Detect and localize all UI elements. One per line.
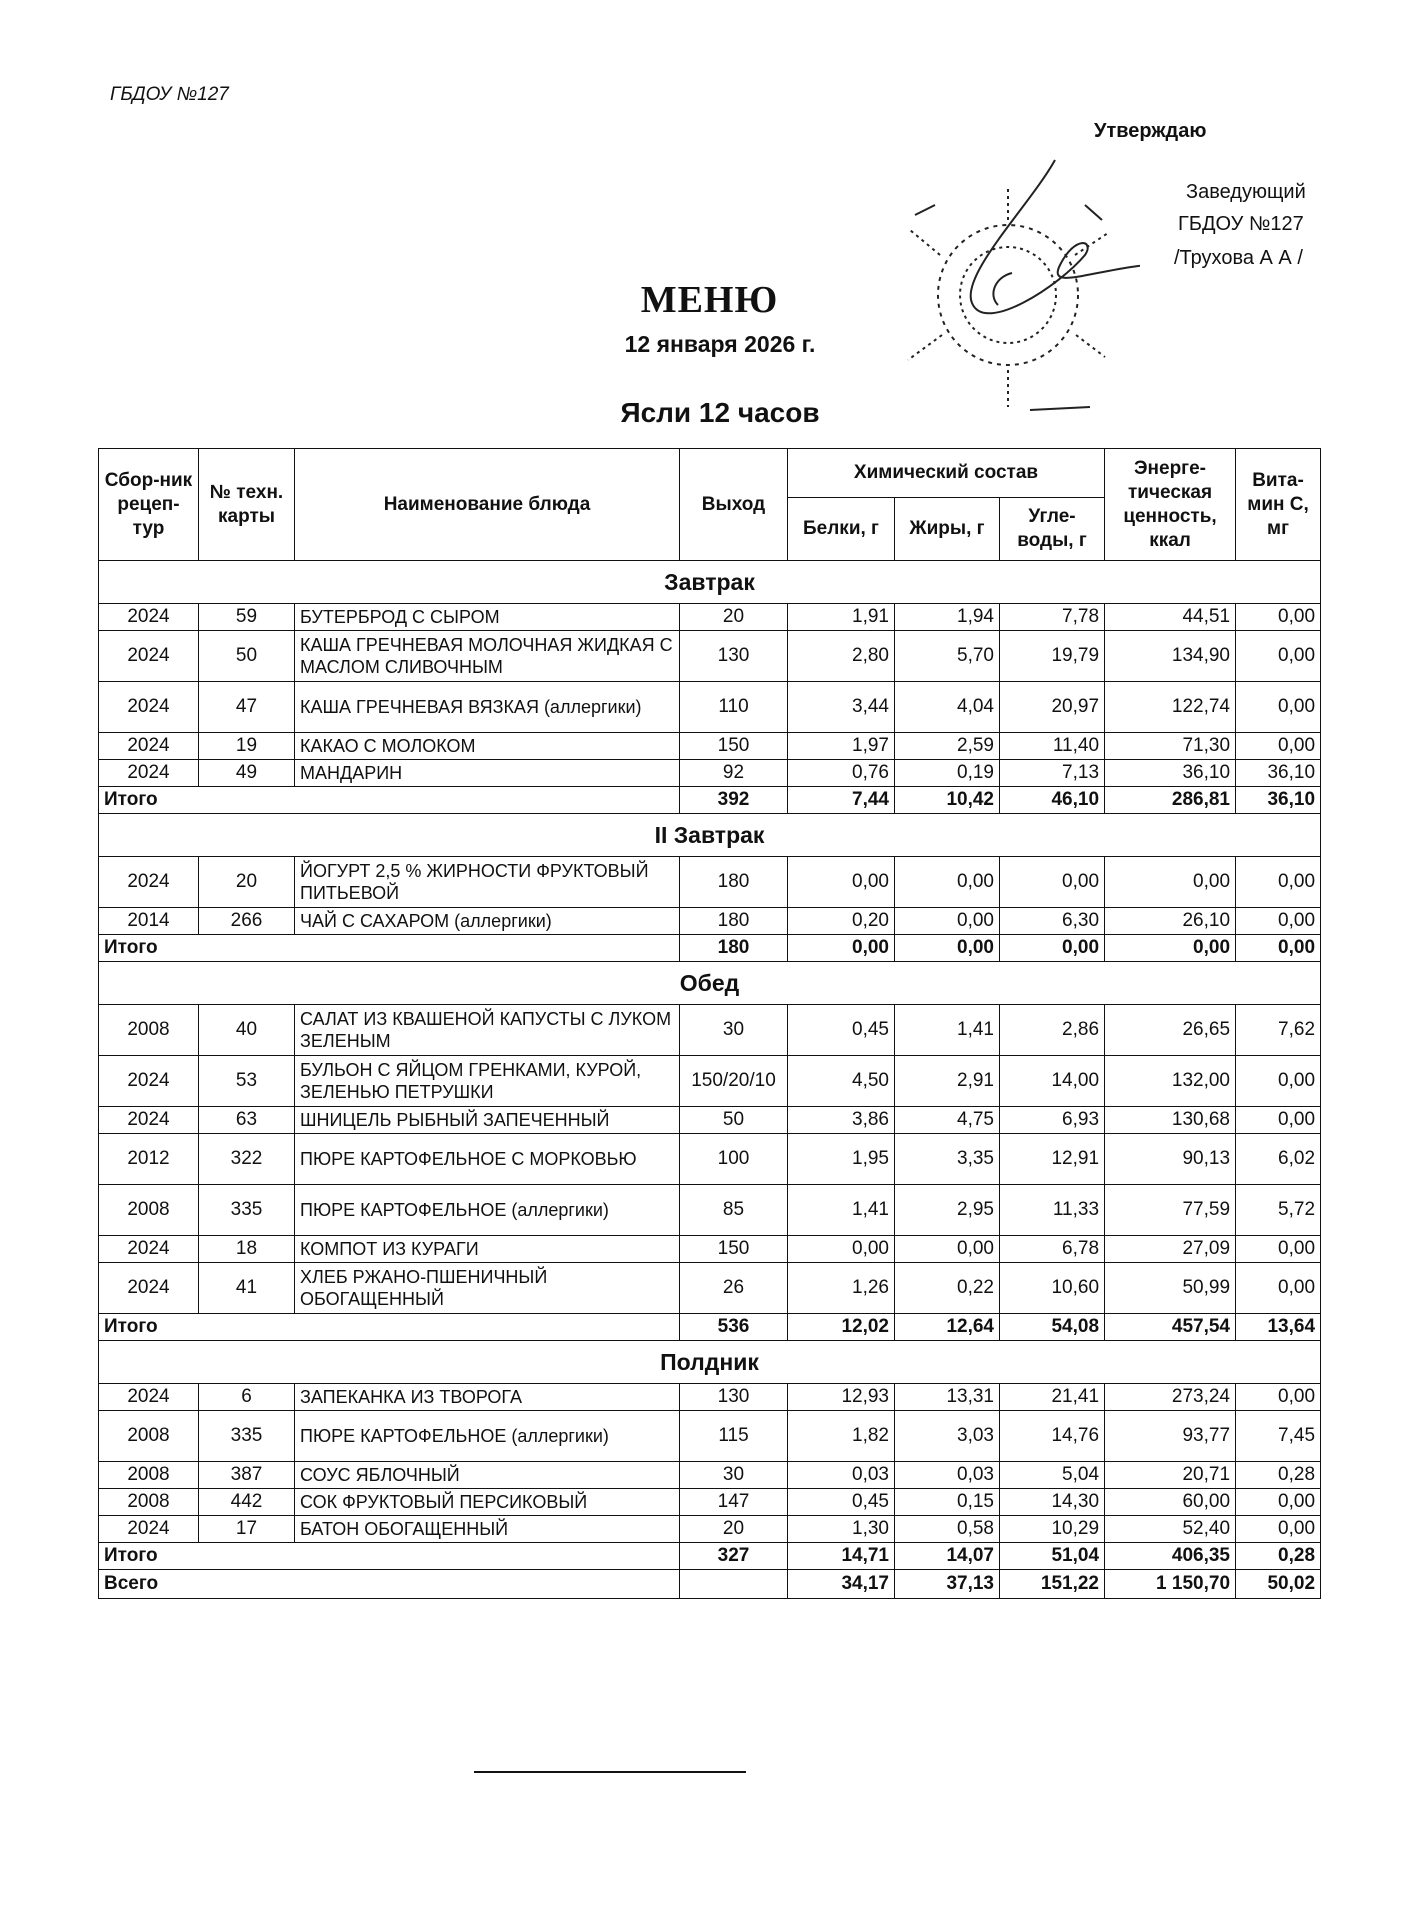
cell-yield: 180 — [680, 908, 788, 935]
cell-yield: 30 — [680, 1005, 788, 1056]
cell-energy: 50,99 — [1105, 1263, 1236, 1314]
cell-carbs: 20,97 — [1000, 682, 1105, 733]
cell-yield: 50 — [680, 1107, 788, 1134]
cell-energy: 52,40 — [1105, 1516, 1236, 1543]
cell-carbs: 14,00 — [1000, 1056, 1105, 1107]
table-row — [99, 857, 1321, 908]
col-collection: Сбор-ник рецеп-тур — [99, 449, 199, 561]
section-title: Полдник — [99, 1341, 1321, 1384]
cell-collection: 2014 — [99, 908, 199, 935]
cell-yield: 180 — [680, 857, 788, 908]
cell-dish-name: САЛАТ ИЗ КВАШЕНОЙ КАПУСТЫ С ЛУКОМ ЗЕЛЕНЫМ — [295, 1005, 680, 1056]
total-row — [99, 935, 1321, 962]
total-cell-fat: 0,00 — [895, 935, 1000, 962]
col-fat: Жиры, г — [895, 498, 1000, 561]
cell-protein: 1,30 — [788, 1516, 895, 1543]
total-cell-energy: 457,54 — [1105, 1314, 1236, 1341]
table-row — [99, 1263, 1321, 1314]
cell-fat: 3,35 — [895, 1134, 1000, 1185]
cell-card: 335 — [199, 1185, 295, 1236]
table-row — [99, 733, 1321, 760]
cell-dish-name: КАША ГРЕЧНЕВАЯ ВЯЗКАЯ (аллергики) — [295, 682, 680, 733]
col-carbs: Угле-воды, г — [1000, 498, 1105, 561]
cell-vitamin: 0,00 — [1236, 1516, 1321, 1543]
cell-dish-name: ПЮРЕ КАРТОФЕЛЬНОЕ (аллергики) — [295, 1411, 680, 1462]
cell-collection: 2008 — [99, 1005, 199, 1056]
cell-yield: 92 — [680, 760, 788, 787]
cell-energy: 93,77 — [1105, 1411, 1236, 1462]
cell-collection: 2008 — [99, 1411, 199, 1462]
cell-collection: 2024 — [99, 733, 199, 760]
section-title: Обед — [99, 962, 1321, 1005]
cell-protein: 0,45 — [788, 1489, 895, 1516]
cell-carbs: 11,40 — [1000, 733, 1105, 760]
cell-dish-name: ЗАПЕКАНКА ИЗ ТВОРОГА — [295, 1384, 680, 1411]
cell-vitamin: 0,00 — [1236, 1489, 1321, 1516]
cell-yield: 150 — [680, 1236, 788, 1263]
cell-protein: 1,41 — [788, 1185, 895, 1236]
cell-collection: 2024 — [99, 682, 199, 733]
cell-collection: 2008 — [99, 1185, 199, 1236]
cell-protein: 0,45 — [788, 1005, 895, 1056]
cell-protein: 3,44 — [788, 682, 895, 733]
col-vitamin: Вита-мин С, мг — [1236, 449, 1321, 561]
total-label: Итого — [99, 1543, 680, 1570]
cell-protein: 0,76 — [788, 760, 895, 787]
cell-fat: 0,15 — [895, 1489, 1000, 1516]
cell-fat: 0,00 — [895, 1236, 1000, 1263]
table-row — [99, 1185, 1321, 1236]
cell-energy: 60,00 — [1105, 1489, 1236, 1516]
cell-vitamin: 0,00 — [1236, 631, 1321, 682]
cell-carbs: 6,30 — [1000, 908, 1105, 935]
total-row — [99, 1543, 1321, 1570]
cell-collection: 2024 — [99, 1516, 199, 1543]
cell-protein: 1,91 — [788, 604, 895, 631]
cell-energy: 26,10 — [1105, 908, 1236, 935]
cell-carbs: 19,79 — [1000, 631, 1105, 682]
cell-dish-name: СОК ФРУКТОВЫЙ ПЕРСИКОВЫЙ — [295, 1489, 680, 1516]
cell-dish-name: ХЛЕБ РЖАНО-ПШЕНИЧНЫЙ ОБОГАЩЕННЫЙ — [295, 1263, 680, 1314]
grand-cell-fat: 37,13 — [895, 1570, 1000, 1599]
cell-fat: 2,59 — [895, 733, 1000, 760]
cell-protein: 0,00 — [788, 1236, 895, 1263]
cell-yield: 20 — [680, 604, 788, 631]
total-cell-yield: 536 — [680, 1314, 788, 1341]
table-row — [99, 1516, 1321, 1543]
cell-card: 53 — [199, 1056, 295, 1107]
cell-yield: 130 — [680, 631, 788, 682]
cell-collection: 2008 — [99, 1462, 199, 1489]
cell-collection: 2024 — [99, 1107, 199, 1134]
cell-dish-name: КАКАО С МОЛОКОМ — [295, 733, 680, 760]
cell-card: 20 — [199, 857, 295, 908]
cell-card: 59 — [199, 604, 295, 631]
cell-fat: 0,03 — [895, 1462, 1000, 1489]
cell-protein: 1,97 — [788, 733, 895, 760]
cell-carbs: 7,13 — [1000, 760, 1105, 787]
cell-energy: 0,00 — [1105, 857, 1236, 908]
cell-yield: 100 — [680, 1134, 788, 1185]
cell-vitamin: 0,00 — [1236, 857, 1321, 908]
cell-carbs: 5,04 — [1000, 1462, 1105, 1489]
cell-carbs: 11,33 — [1000, 1185, 1105, 1236]
cell-collection: 2024 — [99, 1263, 199, 1314]
total-cell-yield: 327 — [680, 1543, 788, 1570]
page-title: МЕНЮ — [640, 279, 779, 321]
grand-cell-carbs: 151,22 — [1000, 1570, 1105, 1599]
cell-vitamin: 0,00 — [1236, 733, 1321, 760]
cell-dish-name: ЧАЙ С САХАРОМ (аллергики) — [295, 908, 680, 935]
cell-collection: 2012 — [99, 1134, 199, 1185]
cell-card: 266 — [199, 908, 295, 935]
col-name: Наименование блюда — [295, 449, 680, 561]
cell-fat: 0,22 — [895, 1263, 1000, 1314]
cell-vitamin: 6,02 — [1236, 1134, 1321, 1185]
cell-fat: 3,03 — [895, 1411, 1000, 1462]
cell-yield: 110 — [680, 682, 788, 733]
total-cell-carbs: 54,08 — [1000, 1314, 1105, 1341]
total-cell-energy: 286,81 — [1105, 787, 1236, 814]
total-label: Итого — [99, 935, 680, 962]
section-header — [99, 1341, 1321, 1384]
cell-collection: 2024 — [99, 1384, 199, 1411]
total-cell-protein: 12,02 — [788, 1314, 895, 1341]
cell-collection: 2024 — [99, 857, 199, 908]
approval-label: Утверждаю — [1094, 120, 1207, 142]
table-row — [99, 1005, 1321, 1056]
cell-energy: 20,71 — [1105, 1462, 1236, 1489]
cell-vitamin: 0,00 — [1236, 682, 1321, 733]
cell-fat: 4,75 — [895, 1107, 1000, 1134]
cell-energy: 122,74 — [1105, 682, 1236, 733]
cell-carbs: 14,76 — [1000, 1411, 1105, 1462]
section-header — [99, 962, 1321, 1005]
cell-yield: 20 — [680, 1516, 788, 1543]
cell-protein: 1,26 — [788, 1263, 895, 1314]
table-row — [99, 1462, 1321, 1489]
cell-yield: 147 — [680, 1489, 788, 1516]
grand-cell-energy: 1 150,70 — [1105, 1570, 1236, 1599]
table-row — [99, 1107, 1321, 1134]
table-row — [99, 1236, 1321, 1263]
cell-protein: 2,80 — [788, 631, 895, 682]
total-cell-vitamin: 0,28 — [1236, 1543, 1321, 1570]
section-title: Завтрак — [99, 561, 1321, 604]
cell-vitamin: 5,72 — [1236, 1185, 1321, 1236]
cell-vitamin: 0,00 — [1236, 908, 1321, 935]
col-energy: Энерге-тическая ценность, ккал — [1105, 449, 1236, 561]
cell-protein: 0,03 — [788, 1462, 895, 1489]
cell-carbs: 14,30 — [1000, 1489, 1105, 1516]
cell-card: 322 — [199, 1134, 295, 1185]
organization-label: ГБДОУ №127 — [110, 84, 229, 105]
col-yield: Выход — [680, 449, 788, 561]
cell-dish-name: БУЛЬОН С ЯЙЦОМ ГРЕНКАМИ, КУРОЙ, ЗЕЛЕНЬЮ ПЕТРУШКИ — [295, 1056, 680, 1107]
cell-energy: 36,10 — [1105, 760, 1236, 787]
table-row — [99, 1134, 1321, 1185]
cell-fat: 0,19 — [895, 760, 1000, 787]
total-cell-carbs: 51,04 — [1000, 1543, 1105, 1570]
table-row — [99, 682, 1321, 733]
cell-fat: 1,94 — [895, 604, 1000, 631]
cell-vitamin: 0,00 — [1236, 1107, 1321, 1134]
cell-energy: 90,13 — [1105, 1134, 1236, 1185]
bottom-rule — [474, 1771, 746, 1773]
table-row — [99, 760, 1321, 787]
cell-dish-name: ПЮРЕ КАРТОФЕЛЬНОЕ (аллергики) — [295, 1185, 680, 1236]
grand-total-label: Всего — [99, 1570, 680, 1599]
cell-card: 49 — [199, 760, 295, 787]
total-row — [99, 787, 1321, 814]
cell-vitamin: 0,28 — [1236, 1462, 1321, 1489]
col-card: № техн. карты — [199, 449, 295, 561]
cell-yield: 130 — [680, 1384, 788, 1411]
cell-collection: 2008 — [99, 1489, 199, 1516]
cell-energy: 134,90 — [1105, 631, 1236, 682]
table-row — [99, 631, 1321, 682]
table-row — [99, 1411, 1321, 1462]
total-cell-vitamin: 0,00 — [1236, 935, 1321, 962]
section-header — [99, 561, 1321, 604]
head-position: Заведующий — [1186, 181, 1306, 203]
cell-yield: 150/20/10 — [680, 1056, 788, 1107]
head-org: ГБДОУ №127 — [1178, 213, 1304, 235]
grand-cell-protein: 34,17 — [788, 1570, 895, 1599]
total-label: Итого — [99, 1314, 680, 1341]
cell-dish-name: БАТОН ОБОГАЩЕННЫЙ — [295, 1516, 680, 1543]
cell-carbs: 10,60 — [1000, 1263, 1105, 1314]
cell-carbs: 6,78 — [1000, 1236, 1105, 1263]
table-row — [99, 604, 1321, 631]
cell-vitamin: 0,00 — [1236, 604, 1321, 631]
cell-energy: 273,24 — [1105, 1384, 1236, 1411]
cell-protein: 3,86 — [788, 1107, 895, 1134]
total-cell-carbs: 46,10 — [1000, 787, 1105, 814]
table-row — [99, 1489, 1321, 1516]
head-name: /Трухова А А / — [1174, 247, 1303, 269]
cell-card: 63 — [199, 1107, 295, 1134]
cell-energy: 130,68 — [1105, 1107, 1236, 1134]
total-cell-vitamin: 36,10 — [1236, 787, 1321, 814]
total-cell-protein: 0,00 — [788, 935, 895, 962]
cell-card: 41 — [199, 1263, 295, 1314]
cell-card: 335 — [199, 1411, 295, 1462]
grand-cell-vitamin: 50,02 — [1236, 1570, 1321, 1599]
group-title: Ясли 12 часов — [620, 397, 820, 428]
cell-card: 6 — [199, 1384, 295, 1411]
total-cell-energy: 406,35 — [1105, 1543, 1236, 1570]
cell-fat: 0,00 — [895, 908, 1000, 935]
cell-energy: 77,59 — [1105, 1185, 1236, 1236]
col-chem: Химический состав — [788, 449, 1105, 498]
cell-collection: 2024 — [99, 1056, 199, 1107]
menu-date: 12 января 2026 г. — [624, 331, 816, 357]
cell-carbs: 7,78 — [1000, 604, 1105, 631]
cell-vitamin: 0,00 — [1236, 1263, 1321, 1314]
total-cell-protein: 14,71 — [788, 1543, 895, 1570]
cell-collection: 2024 — [99, 604, 199, 631]
cell-carbs: 12,91 — [1000, 1134, 1105, 1185]
cell-fat: 0,00 — [895, 857, 1000, 908]
cell-yield: 26 — [680, 1263, 788, 1314]
cell-card: 47 — [199, 682, 295, 733]
cell-yield: 30 — [680, 1462, 788, 1489]
cell-fat: 5,70 — [895, 631, 1000, 682]
cell-fat: 1,41 — [895, 1005, 1000, 1056]
grand-cell-yield — [680, 1570, 788, 1599]
cell-fat: 4,04 — [895, 682, 1000, 733]
cell-collection: 2024 — [99, 631, 199, 682]
cell-vitamin: 0,00 — [1236, 1056, 1321, 1107]
cell-vitamin: 36,10 — [1236, 760, 1321, 787]
cell-card: 40 — [199, 1005, 295, 1056]
cell-yield: 85 — [680, 1185, 788, 1236]
cell-protein: 0,00 — [788, 857, 895, 908]
cell-yield: 150 — [680, 733, 788, 760]
table-row — [99, 908, 1321, 935]
cell-fat: 13,31 — [895, 1384, 1000, 1411]
total-cell-carbs: 0,00 — [1000, 935, 1105, 962]
cell-carbs: 10,29 — [1000, 1516, 1105, 1543]
total-label: Итого — [99, 787, 680, 814]
cell-fat: 2,91 — [895, 1056, 1000, 1107]
grand-total-row — [99, 1570, 1321, 1599]
cell-fat: 0,58 — [895, 1516, 1000, 1543]
cell-protein: 1,95 — [788, 1134, 895, 1185]
cell-carbs: 6,93 — [1000, 1107, 1105, 1134]
cell-energy: 26,65 — [1105, 1005, 1236, 1056]
cell-card: 18 — [199, 1236, 295, 1263]
cell-dish-name: МАНДАРИН — [295, 760, 680, 787]
cell-collection: 2024 — [99, 760, 199, 787]
menu-table — [98, 448, 1321, 1599]
cell-card: 387 — [199, 1462, 295, 1489]
total-cell-fat: 10,42 — [895, 787, 1000, 814]
cell-vitamin: 7,62 — [1236, 1005, 1321, 1056]
cell-vitamin: 0,00 — [1236, 1236, 1321, 1263]
cell-dish-name: ШНИЦЕЛЬ РЫБНЫЙ ЗАПЕЧЕННЫЙ — [295, 1107, 680, 1134]
section-title: II Завтрак — [99, 814, 1321, 857]
cell-dish-name: ПЮРЕ КАРТОФЕЛЬНОЕ С МОРКОВЬЮ — [295, 1134, 680, 1185]
cell-card: 50 — [199, 631, 295, 682]
cell-yield: 115 — [680, 1411, 788, 1462]
total-cell-yield: 180 — [680, 935, 788, 962]
cell-energy: 27,09 — [1105, 1236, 1236, 1263]
total-cell-protein: 7,44 — [788, 787, 895, 814]
col-protein: Белки, г — [788, 498, 895, 561]
cell-dish-name: СОУС ЯБЛОЧНЫЙ — [295, 1462, 680, 1489]
total-cell-fat: 14,07 — [895, 1543, 1000, 1570]
total-cell-fat: 12,64 — [895, 1314, 1000, 1341]
cell-protein: 12,93 — [788, 1384, 895, 1411]
cell-protein: 0,20 — [788, 908, 895, 935]
total-cell-vitamin: 13,64 — [1236, 1314, 1321, 1341]
table-row — [99, 1384, 1321, 1411]
cell-carbs: 2,86 — [1000, 1005, 1105, 1056]
cell-protein: 1,82 — [788, 1411, 895, 1462]
cell-card: 442 — [199, 1489, 295, 1516]
cell-dish-name: БУТЕРБРОД С СЫРОМ — [295, 604, 680, 631]
cell-vitamin: 0,00 — [1236, 1384, 1321, 1411]
cell-card: 19 — [199, 733, 295, 760]
total-cell-yield: 392 — [680, 787, 788, 814]
cell-card: 17 — [199, 1516, 295, 1543]
table-row — [99, 1056, 1321, 1107]
cell-dish-name: ЙОГУРТ 2,5 % ЖИРНОСТИ ФРУКТОВЫЙ ПИТЬЕВОЙ — [295, 857, 680, 908]
cell-carbs: 21,41 — [1000, 1384, 1105, 1411]
cell-dish-name: КАША ГРЕЧНЕВАЯ МОЛОЧНАЯ ЖИДКАЯ С МАСЛОМ СЛИВОЧНЫМ — [295, 631, 680, 682]
cell-energy: 132,00 — [1105, 1056, 1236, 1107]
total-cell-energy: 0,00 — [1105, 935, 1236, 962]
cell-energy: 44,51 — [1105, 604, 1236, 631]
total-row — [99, 1314, 1321, 1341]
cell-collection: 2024 — [99, 1236, 199, 1263]
section-header — [99, 814, 1321, 857]
cell-carbs: 0,00 — [1000, 857, 1105, 908]
cell-vitamin: 7,45 — [1236, 1411, 1321, 1462]
cell-fat: 2,95 — [895, 1185, 1000, 1236]
cell-dish-name: КОМПОТ ИЗ КУРАГИ — [295, 1236, 680, 1263]
cell-energy: 71,30 — [1105, 733, 1236, 760]
cell-protein: 4,50 — [788, 1056, 895, 1107]
